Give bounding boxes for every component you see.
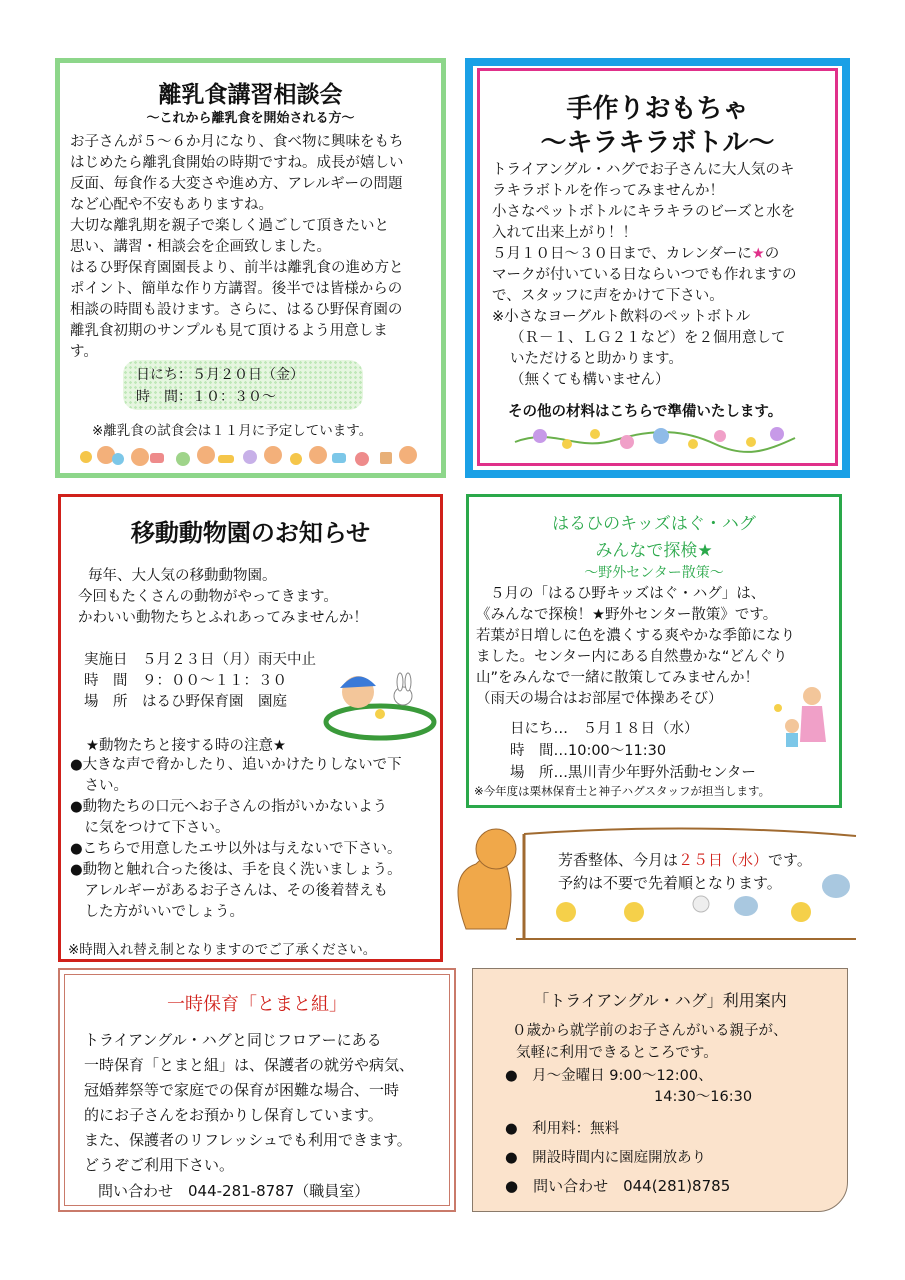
kids-body: ５月の「はるひ野キッズはぐ・ハグ」は、 《みんなで探検！★野外センター散策》です。 若葉が日増しに色を濃くする爽やかな季節になり ました。センター内にある自然豊かな“どんぐり 山”をみんなで一緒に散策してみませんか！ （雨天の場合はお部屋で体操あそび） xyxy=(476,586,795,707)
flower-vine-illustration xyxy=(515,422,795,456)
zoo-schedule: 実施日 ５月２３日（月）雨天中止 時 間 ９：００～１１：３０ 場 所 はるひ野保育園 園庭 xyxy=(84,652,316,710)
guide-hours: ● 月～金曜日 9:00～12:00、 14:30～16:30 xyxy=(505,1068,753,1105)
guide-intro: ０歳から就学前のお子さんがいる親子が、 気軽に利用できるところです。 xyxy=(512,1023,788,1061)
guide-garden: ● 開設時間内に園庭開放あり xyxy=(505,1150,707,1166)
baby-border-illustration xyxy=(78,443,423,469)
tomato-title: 一時保育「とまと組」 xyxy=(167,994,347,1015)
aroma-line-1: 芳香整体、今月は２５日（水）です。 xyxy=(558,851,812,869)
zoo-intro: 毎年、大人気の移動動物園。 今回もたくさんの動物がやってきます。 かわいい動物たちとふれあってみませんか！ xyxy=(78,568,368,626)
toy-title-1: 手作りおもちゃ xyxy=(566,94,749,124)
star-mark: ★ xyxy=(751,246,765,262)
guide-contact: ● 問い合わせ 044(281)8785 xyxy=(505,1177,731,1195)
kids-title-2: みんなで探検★ xyxy=(595,541,713,561)
toy-body: トライアングル・ハグでお子さんに大人気のキ ラキラボトルを作ってみませんか！ 小さなペットボトルにキラキラのビーズと水を 入れて出来上がり！！ ５月１０日～３０日まで、カレンダーに★の マークが付いている日ならいつでも作れますの で、スタッフに声をかけて下さい。 ※小さなヨーグルト飲料のペットボトル （Ｒ－１、ＬＧ２１など）を２個用意して いただけると助かります。 （無くても構いません） xyxy=(492,162,797,388)
child-with-animals-illustration xyxy=(318,666,436,744)
weaning-subtitle: ～これから離乳食を開始される方～ xyxy=(146,111,355,126)
zoo-note: ※時間入れ替え制となりますのでご了承ください。 xyxy=(68,942,377,958)
weaning-body: お子さんが５～６か月になり、食べ物に興味をもち はじめたら離乳食開始の時期ですね。成長が嬉しい 反面、毎食作る大変さや進め方、アレルギーの問題 など心配や不安もありますね。 大切な離乳期を親子で楽しく過ごして頂きたいと 思い、講習・相談会を企画致しました。 はるひ野保育園園長より、前半は離乳食の進め方と ポイント、簡単な作り方講習。後半では皆様からの 相談の時間も設けます。さらに、はるひ野保育園の 離乳食初期のサンプルも見て頂けるよう用意しま す。 xyxy=(70,134,404,360)
guide-title: 「トライアングル・ハグ」利用案内 xyxy=(533,991,787,1010)
kids-title-3: ～野外センター散策～ xyxy=(584,565,724,581)
weaning-note: ※離乳食の試食会は１１月に予定しています。 xyxy=(92,423,373,439)
guide-fee: ● 利用料：無料 xyxy=(505,1121,620,1137)
toy-materials: その他の材料はこちらで準備いたします。 xyxy=(508,404,783,420)
kids-schedule: 日にち… ５月１８日（水） 時 間…10:00～11:30 場 所…黒川青少年野外活動センター xyxy=(510,721,756,781)
zoo-caution-title: ★動物たちと接する時の注意★ xyxy=(86,738,286,754)
kids-note: ※今年度は栗林保育士と神子ハグスタッフが担当します。 xyxy=(474,784,771,798)
toy-title-2: ～キラキラボトル～ xyxy=(540,128,775,158)
kids-title-1: はるひのキッズはぐ・ハグ xyxy=(552,514,756,534)
aroma-line-2: 予約は不要で先着順となります。 xyxy=(558,874,782,892)
weaning-title: 離乳食講習相談会 xyxy=(158,82,343,108)
zoo-title: 移動動物園のお知らせ xyxy=(130,519,371,547)
tomato-contact: 問い合わせ 044-281-8787（職員室） xyxy=(98,1182,370,1200)
mother-and-children-illustration xyxy=(770,686,836,754)
tomato-body: トライアングル・ハグと同じフロアーにある 一時保育「とまと組」は、保護者の就労や病気、 冠婚葬祭等で家庭での保育が困難な場合、一時 的にお子さんをお預かりし保育しています。 また、保護者のリフレッシュでも利用できます。 どうぞご利用下さい。 xyxy=(84,1031,415,1174)
zoo-cautions: ●大きな声で脅かしたり、追いかけたりしないで下 さい。 ●動物たちの口元へお子さんの指がいかないよう に気をつけて下さい。 ●こちらで用意したエサ以外は与えないで下さい。 ●動物と触れ合った後は、手を良く洗いましょう。 アレルギーがあるお子さんは、その後着替えも した方がいいでしょう。 xyxy=(70,757,402,920)
weaning-date: 日にち：５月２０日（金） xyxy=(136,367,304,383)
weaning-time: 時 間：１０：３０～ xyxy=(136,389,276,405)
